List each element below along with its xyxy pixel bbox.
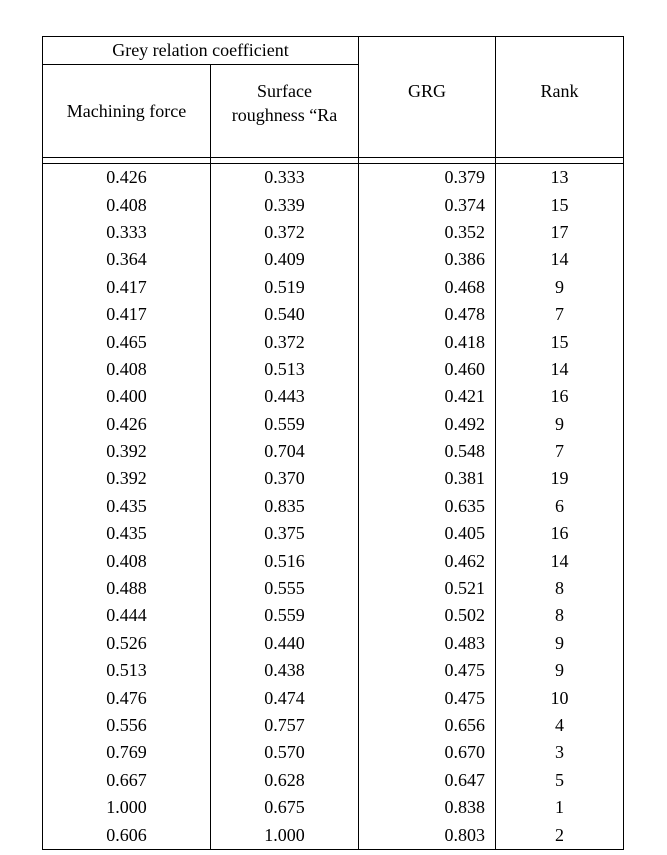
table-header	[43, 37, 624, 158]
table-row	[43, 821, 624, 849]
cell-machining-force: 0.488	[43, 575, 211, 602]
cell-rank: 17	[496, 219, 624, 246]
table-row	[43, 602, 624, 629]
cell-rank: 7	[496, 438, 624, 465]
cell-machining-force: 0.364	[43, 246, 211, 273]
cell-rank: 4	[496, 712, 624, 739]
cell-machining-force: 0.408	[43, 191, 211, 218]
table-row	[43, 356, 624, 383]
cell-rank: 16	[496, 520, 624, 547]
cell-grg: 0.478	[359, 301, 496, 328]
cell-machining-force: 0.667	[43, 767, 211, 794]
cell-surface-roughness: 0.516	[211, 547, 359, 574]
cell-surface-roughness: 0.835	[211, 493, 359, 520]
cell-surface-roughness: 0.675	[211, 794, 359, 821]
table-row	[43, 411, 624, 438]
cell-rank: 9	[496, 274, 624, 301]
cell-grg: 0.656	[359, 712, 496, 739]
table-row	[43, 493, 624, 520]
table-row	[43, 465, 624, 492]
header-grg: GRG	[359, 37, 496, 158]
table-row	[43, 301, 624, 328]
cell-rank: 14	[496, 547, 624, 574]
table-row	[43, 328, 624, 355]
cell-rank: 8	[496, 602, 624, 629]
cell-grg: 0.381	[359, 465, 496, 492]
cell-rank: 8	[496, 575, 624, 602]
cell-grg: 0.352	[359, 219, 496, 246]
cell-rank: 15	[496, 328, 624, 355]
table-row	[43, 191, 624, 218]
cell-surface-roughness: 0.409	[211, 246, 359, 273]
cell-grg: 0.670	[359, 739, 496, 766]
cell-grg: 0.421	[359, 383, 496, 410]
cell-grg: 0.502	[359, 602, 496, 629]
cell-surface-roughness: 0.438	[211, 657, 359, 684]
cell-surface-roughness: 0.555	[211, 575, 359, 602]
table-row	[43, 164, 624, 192]
cell-rank: 13	[496, 164, 624, 192]
cell-rank: 6	[496, 493, 624, 520]
table-row	[43, 794, 624, 821]
cell-grg: 0.462	[359, 547, 496, 574]
cell-machining-force: 0.513	[43, 657, 211, 684]
cell-grg: 0.405	[359, 520, 496, 547]
cell-surface-roughness: 0.333	[211, 164, 359, 192]
cell-surface-roughness: 0.540	[211, 301, 359, 328]
cell-rank: 15	[496, 191, 624, 218]
cell-grg: 0.418	[359, 328, 496, 355]
cell-machining-force: 0.526	[43, 630, 211, 657]
cell-grg: 0.838	[359, 794, 496, 821]
table-row	[43, 383, 624, 410]
table-row	[43, 684, 624, 711]
cell-surface-roughness: 0.440	[211, 630, 359, 657]
cell-surface-roughness: 0.570	[211, 739, 359, 766]
cell-machining-force: 0.417	[43, 274, 211, 301]
cell-grg: 0.460	[359, 356, 496, 383]
cell-machining-force: 0.769	[43, 739, 211, 766]
cell-grg: 0.521	[359, 575, 496, 602]
cell-grg: 0.803	[359, 821, 496, 849]
cell-surface-roughness: 0.513	[211, 356, 359, 383]
cell-surface-roughness: 0.704	[211, 438, 359, 465]
cell-machining-force: 0.556	[43, 712, 211, 739]
table-row	[43, 219, 624, 246]
cell-grg: 0.483	[359, 630, 496, 657]
cell-surface-roughness: 0.339	[211, 191, 359, 218]
cell-rank: 7	[496, 301, 624, 328]
table-row	[43, 520, 624, 547]
cell-grg: 0.379	[359, 164, 496, 192]
cell-machining-force: 0.426	[43, 164, 211, 192]
header-surface-roughness	[211, 65, 359, 158]
cell-rank: 1	[496, 794, 624, 821]
cell-machining-force: 0.444	[43, 602, 211, 629]
cell-grg: 0.475	[359, 657, 496, 684]
cell-rank: 19	[496, 465, 624, 492]
cell-surface-roughness: 0.559	[211, 602, 359, 629]
cell-surface-roughness: 0.559	[211, 411, 359, 438]
cell-machining-force: 0.333	[43, 219, 211, 246]
cell-grg: 0.635	[359, 493, 496, 520]
cell-rank: 2	[496, 821, 624, 849]
cell-surface-roughness: 1.000	[211, 821, 359, 849]
cell-rank: 3	[496, 739, 624, 766]
cell-machining-force: 0.435	[43, 493, 211, 520]
cell-grg: 0.374	[359, 191, 496, 218]
cell-surface-roughness: 0.757	[211, 712, 359, 739]
table-row	[43, 712, 624, 739]
cell-surface-roughness: 0.474	[211, 684, 359, 711]
cell-rank: 14	[496, 356, 624, 383]
header-surface-roughness-line2: roughness “Ra	[231, 105, 338, 125]
grey-relational-table	[42, 36, 624, 850]
cell-machining-force: 0.435	[43, 520, 211, 547]
header-grey-relation-coefficient: Grey relation coefficient	[43, 37, 359, 65]
cell-machining-force: 0.417	[43, 301, 211, 328]
table-row	[43, 438, 624, 465]
cell-machining-force: 0.408	[43, 547, 211, 574]
cell-grg: 0.647	[359, 767, 496, 794]
cell-rank: 9	[496, 411, 624, 438]
table-row	[43, 739, 624, 766]
cell-surface-roughness: 0.628	[211, 767, 359, 794]
table-row	[43, 575, 624, 602]
cell-rank: 16	[496, 383, 624, 410]
cell-surface-roughness: 0.370	[211, 465, 359, 492]
cell-grg: 0.475	[359, 684, 496, 711]
cell-machining-force: 0.392	[43, 438, 211, 465]
table-row	[43, 547, 624, 574]
cell-grg: 0.386	[359, 246, 496, 273]
header-machining-force: Machining force	[43, 65, 211, 158]
cell-grg: 0.548	[359, 438, 496, 465]
table-row	[43, 767, 624, 794]
header-rank: Rank	[496, 37, 624, 158]
cell-grg: 0.468	[359, 274, 496, 301]
cell-surface-roughness: 0.372	[211, 219, 359, 246]
cell-rank: 14	[496, 246, 624, 273]
cell-surface-roughness: 0.375	[211, 520, 359, 547]
cell-rank: 5	[496, 767, 624, 794]
cell-machining-force: 0.400	[43, 383, 211, 410]
table-body	[43, 158, 624, 850]
table-row	[43, 630, 624, 657]
cell-surface-roughness: 0.372	[211, 328, 359, 355]
cell-rank: 9	[496, 657, 624, 684]
cell-machining-force: 0.606	[43, 821, 211, 849]
cell-rank: 9	[496, 630, 624, 657]
cell-machining-force: 0.408	[43, 356, 211, 383]
cell-machining-force: 1.000	[43, 794, 211, 821]
cell-machining-force: 0.465	[43, 328, 211, 355]
header-surface-roughness-line1: Surface	[257, 81, 312, 101]
cell-machining-force: 0.426	[43, 411, 211, 438]
cell-surface-roughness: 0.519	[211, 274, 359, 301]
table-row	[43, 657, 624, 684]
cell-rank: 10	[496, 684, 624, 711]
table-row	[43, 246, 624, 273]
cell-machining-force: 0.392	[43, 465, 211, 492]
table-row	[43, 274, 624, 301]
cell-machining-force: 0.476	[43, 684, 211, 711]
cell-surface-roughness: 0.443	[211, 383, 359, 410]
cell-grg: 0.492	[359, 411, 496, 438]
